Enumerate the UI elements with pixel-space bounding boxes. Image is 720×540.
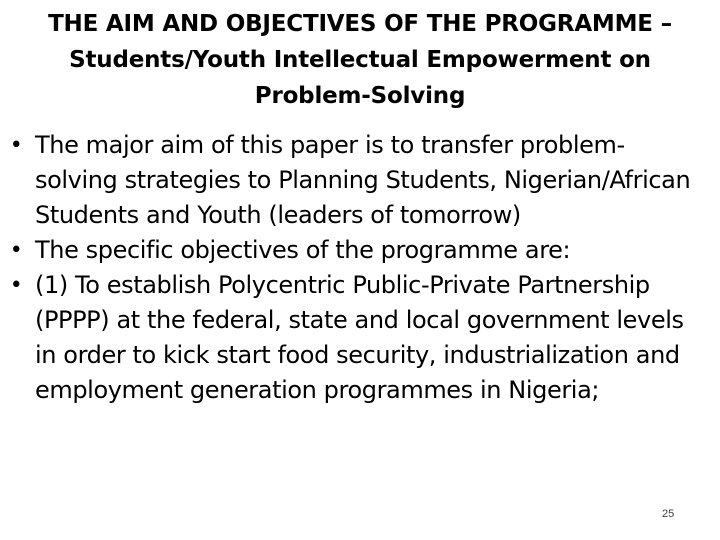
bullet-text: The major aim of this paper is to transfer problem-solving strategies to Planning Students, Nigerian/African Students and Youth (leaders of tomorrow) <box>35 131 691 229</box>
bullet-item-aim <box>0 128 700 233</box>
bullet-item-objective-1 <box>0 268 700 408</box>
bullet-text: (1) To establish Polycentric Public-Private Partnership (PPPP) at the federal, state and local government levels in order to kick start food security, industrialization and employment generation programmes in Nigeria; <box>35 271 684 404</box>
bullet-text: The specific objectives of the programme are: <box>35 236 571 264</box>
bullet-dot-icon: • <box>9 273 23 298</box>
slide-title: THE AIM AND OBJECTIVES OF THE PROGRAMME – Students/Youth Intellectual Empowerment on Problem-Solving <box>48 11 672 109</box>
bullet-dot-icon: • <box>9 238 23 263</box>
bullet-list <box>0 128 700 408</box>
bullet-dot-icon: • <box>9 133 23 158</box>
bullet-item-objectives-intro <box>0 233 700 268</box>
page-number: 25 <box>662 508 675 520</box>
